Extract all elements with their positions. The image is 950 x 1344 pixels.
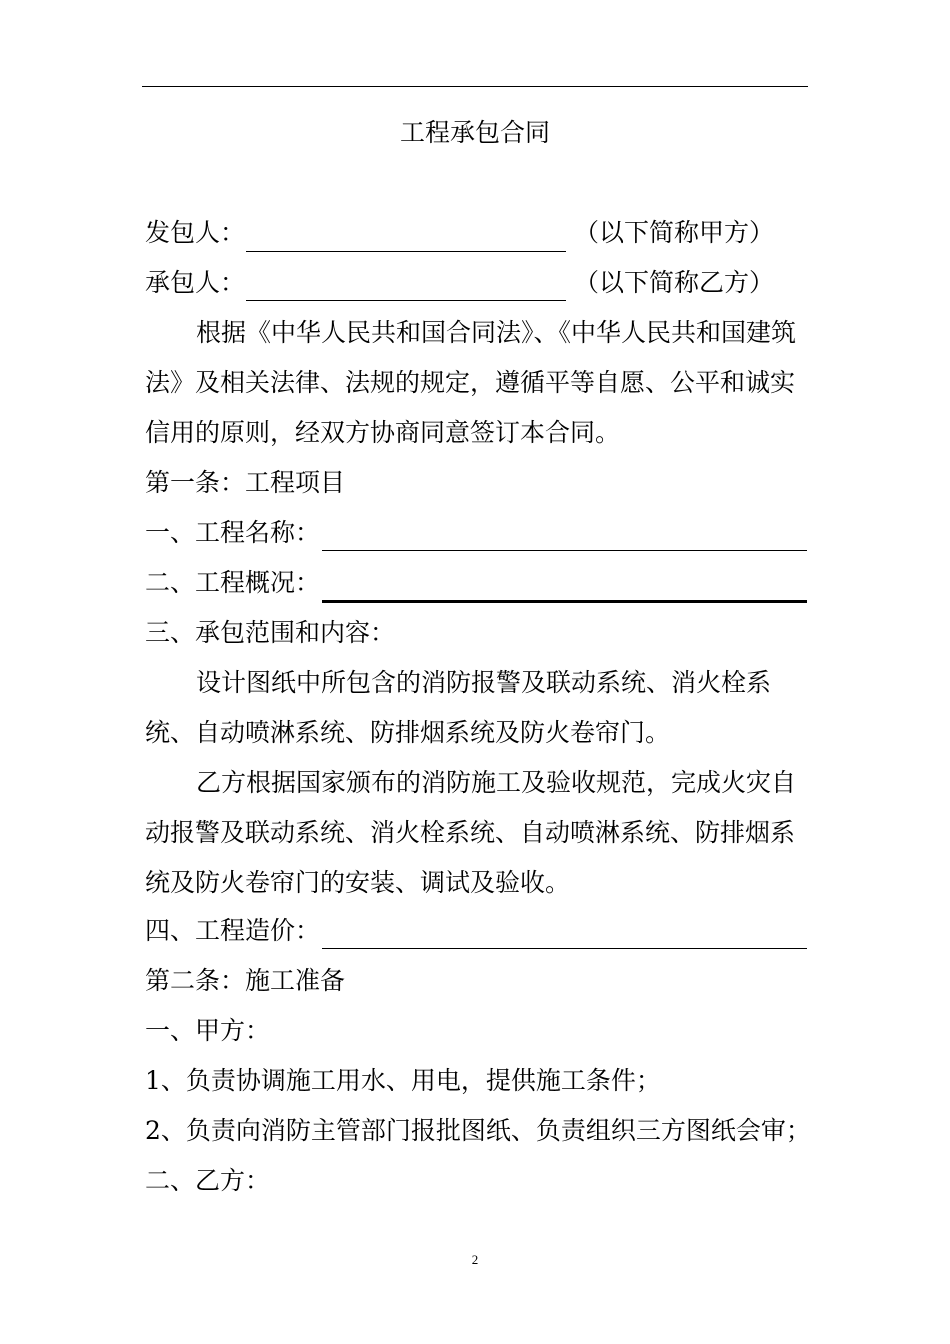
scope-line: 设计图纸中所包含的消防报警及联动系统、消火栓系 bbox=[196, 668, 772, 697]
project-overview-blank bbox=[322, 600, 807, 603]
project-overview-label: 二、工程概况： bbox=[145, 568, 321, 597]
party-a-item: 1、负责协调施工用水、用电，提供施工条件； bbox=[145, 1066, 661, 1095]
scope-line: 统、自动喷淋系统、防排烟系统及防火卷帘门。 bbox=[145, 718, 671, 747]
scope-line: 动报警及联动系统、消火栓系统、自动喷淋系统、防排烟系 bbox=[145, 818, 796, 847]
contractor-blank bbox=[246, 300, 566, 301]
project-cost-blank bbox=[322, 948, 807, 949]
party-b-label: 二、乙方： bbox=[145, 1166, 271, 1195]
article1-heading: 第一条：工程项目 bbox=[145, 468, 346, 497]
project-cost-label: 四、工程造价： bbox=[145, 916, 321, 945]
contractor-label: 承包人： bbox=[145, 268, 246, 297]
preamble-line: 信用的原则，经双方协商同意签订本合同。 bbox=[145, 418, 621, 447]
party-a-label: 一、甲方： bbox=[145, 1016, 271, 1045]
preamble-line: 法》及相关法律、法规的规定，遵循平等自愿、公平和诚实 bbox=[145, 368, 796, 397]
article2-heading: 第二条：施工准备 bbox=[145, 966, 346, 995]
project-name-label: 一、工程名称： bbox=[145, 518, 321, 547]
scope-line: 乙方根据国家颁布的消防施工及验收规范，完成火灾自 bbox=[196, 768, 797, 797]
header-rule bbox=[142, 86, 808, 87]
document-title: 工程承包合同 bbox=[399, 118, 550, 147]
employer-blank bbox=[246, 251, 566, 252]
scope-label: 三、承包范围和内容： bbox=[145, 618, 396, 647]
employer-label: 发包人： bbox=[145, 218, 246, 247]
party-a-item: 2、负责向消防主管部门报批图纸、负责组织三方图纸会审； bbox=[145, 1116, 811, 1145]
preamble-line: 根据《中华人民共和国合同法》、《中华人民共和国建筑 bbox=[196, 318, 797, 347]
page-number: 2 bbox=[471, 1252, 479, 1267]
project-name-blank bbox=[322, 550, 807, 551]
contractor-suffix: （以下简称乙方） bbox=[574, 268, 775, 297]
scope-line: 统及防火卷帘门的安装、调试及验收。 bbox=[145, 868, 571, 897]
employer-suffix: （以下简称甲方） bbox=[574, 218, 775, 247]
